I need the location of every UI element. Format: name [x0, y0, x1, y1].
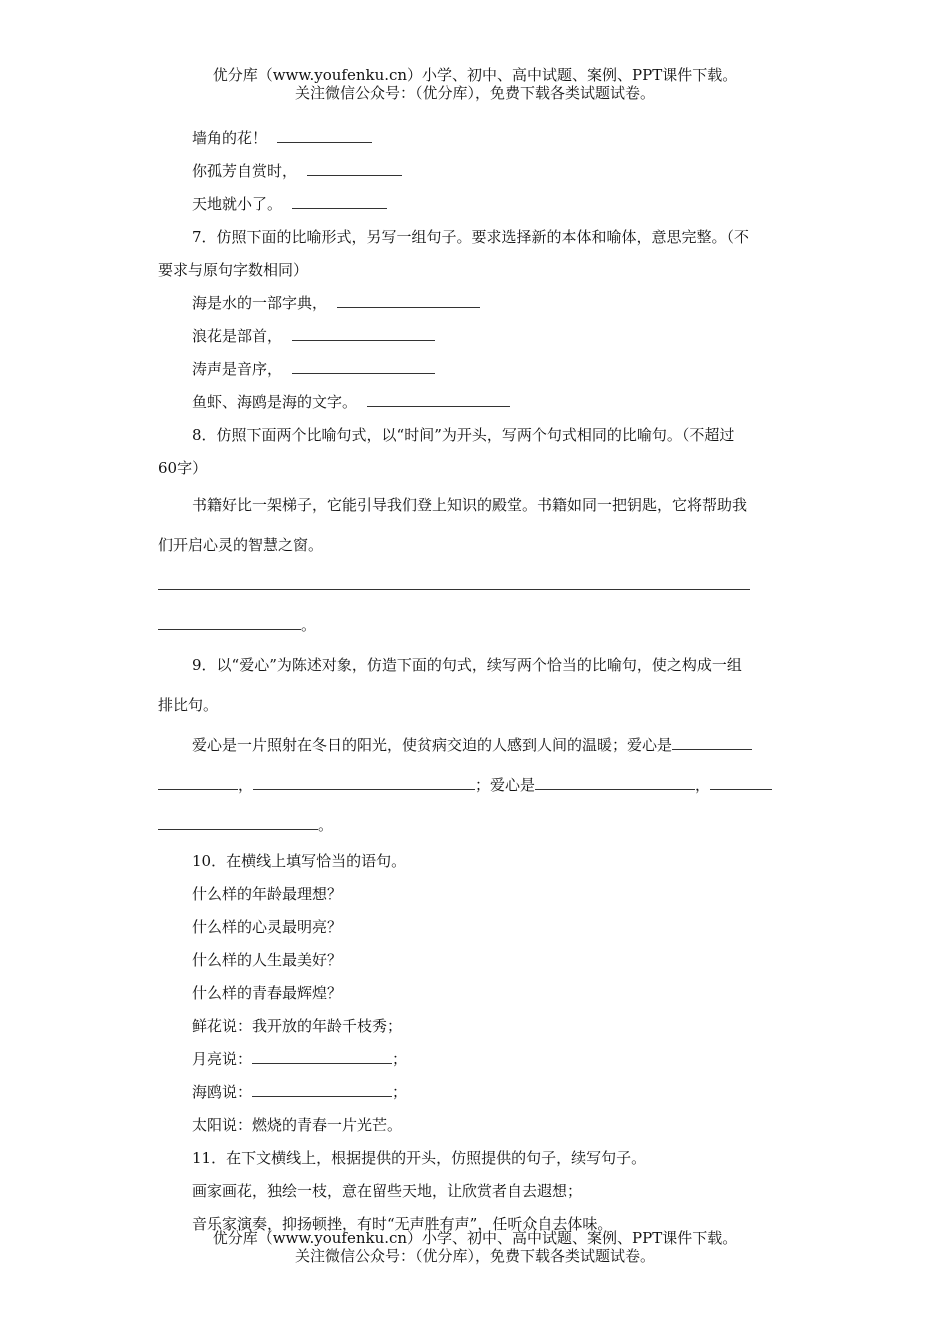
answer-blank[interactable]: [292, 207, 387, 209]
answer-blank[interactable]: [337, 306, 480, 308]
q10-prompt: 10．在横线上填写恰当的语句。: [192, 852, 407, 870]
q8-prompt-line-1: 8．仿照下面两个比喻句式，以“时间”为开头，写两个句式相同的比喻句。（不超过: [192, 426, 735, 444]
answer-blank[interactable]: [535, 788, 695, 790]
answer-blank[interactable]: [710, 788, 772, 790]
answer-blank[interactable]: [277, 141, 372, 143]
q9-example-line: 爱心是一片照射在冬日的阳光，使贫病交迫的人感到人间的温暖；爱心是: [158, 725, 792, 765]
poem-line-3: 天地就小了。: [158, 188, 792, 221]
answer-blank[interactable]: [253, 788, 475, 790]
q11-line-1: 画家画花，独绘一枝，意在留些天地，让欣赏者自去遐想；: [192, 1182, 583, 1200]
answer-blank[interactable]: [252, 1095, 392, 1097]
answer-blank[interactable]: [292, 372, 435, 374]
q7-prompt-line-2: 要求与原句字数相同）: [158, 261, 309, 279]
answer-blank[interactable]: [158, 588, 750, 590]
q7-line-4: 鱼虾、海鸥是海的文字。: [158, 386, 792, 419]
q8-answer-line-1: [158, 565, 792, 605]
footer-line-2: 关注微信公众号：（优分库），免费下载各类试题试卷。: [294, 1247, 655, 1265]
poem-line-2: 你孤芳自赏时，: [158, 155, 792, 188]
q10-flower-answer: 鲜花说：我开放的年龄千枝秀；: [192, 1017, 403, 1035]
answer-blank[interactable]: [367, 405, 510, 407]
q8-example-line-2: 们开启心灵的智慧之窗。: [158, 536, 324, 554]
header-line-1: 优分库（www.youfenku.cn）小学、初中、高中试题、案例、PPT课件下载。: [212, 66, 738, 84]
answer-blank[interactable]: [252, 1062, 392, 1064]
page-footer: [0, 1229, 950, 1265]
q9-answer-line-2: 。: [158, 805, 792, 845]
q10-question-1: 什么样的年龄最理想？: [192, 885, 343, 903]
answer-blank[interactable]: [158, 788, 238, 790]
poem-line-1: 墙角的花！: [158, 122, 792, 155]
q7-line-1: 海是水的一部字典，: [158, 287, 792, 320]
q7-line-3: 涛声是音序，: [158, 353, 792, 386]
q9-answer-line-1: ， ；爱心是 ，: [158, 765, 792, 805]
footer-line-1: 优分库（www.youfenku.cn）小学、初中、高中试题、案例、PPT课件下载。: [212, 1229, 738, 1247]
header-line-2: 关注微信公众号：（优分库），免费下载各类试题试卷。: [294, 84, 655, 102]
q11-prompt: 11．在下文横线上，根据提供的开头，仿照提供的句子，续写句子。: [192, 1149, 647, 1167]
q7-line-2: 浪花是部首，: [158, 320, 792, 353]
q11-line-2: 音乐家演奏，抑扬顿挫，有时“无声胜有声”，任听众自去体味。: [192, 1215, 613, 1233]
q8-example-line-1: 书籍好比一架梯子，它能引导我们登上知识的殿堂。书籍如同一把钥匙，它将帮助我: [192, 496, 748, 514]
answer-blank[interactable]: [672, 748, 752, 750]
answer-blank[interactable]: [158, 628, 301, 630]
q10-question-3: 什么样的人生最美好？: [192, 951, 343, 969]
q10-moon-line: 月亮说： ；: [192, 1050, 408, 1068]
answer-blank[interactable]: [158, 828, 318, 830]
q7-prompt-line-1: 7．仿照下面的比喻形式，另写一组句子。要求选择新的本体和喻体，意思完整。（不: [192, 228, 750, 246]
q10-question-2: 什么样的心灵最明亮？: [192, 918, 343, 936]
q8-prompt-line-2: 60字）: [158, 459, 208, 477]
q10-gull-line: 海鸥说： ；: [192, 1083, 408, 1101]
q9-prompt-line-1: 9．以“爱心”为陈述对象，仿造下面的句式，续写两个恰当的比喻句，使之构成一组: [192, 656, 742, 674]
document-body: [158, 122, 792, 1241]
q10-question-4: 什么样的青春最辉煌？: [192, 984, 343, 1002]
page-header: [0, 66, 950, 102]
answer-blank[interactable]: [307, 174, 402, 176]
q8-answer-line-2: 。: [158, 605, 792, 645]
answer-blank[interactable]: [292, 339, 435, 341]
q10-sun-answer: 太阳说：燃烧的青春一片光芒。: [192, 1116, 403, 1134]
q9-prompt-line-2: 排比句。: [158, 696, 219, 714]
